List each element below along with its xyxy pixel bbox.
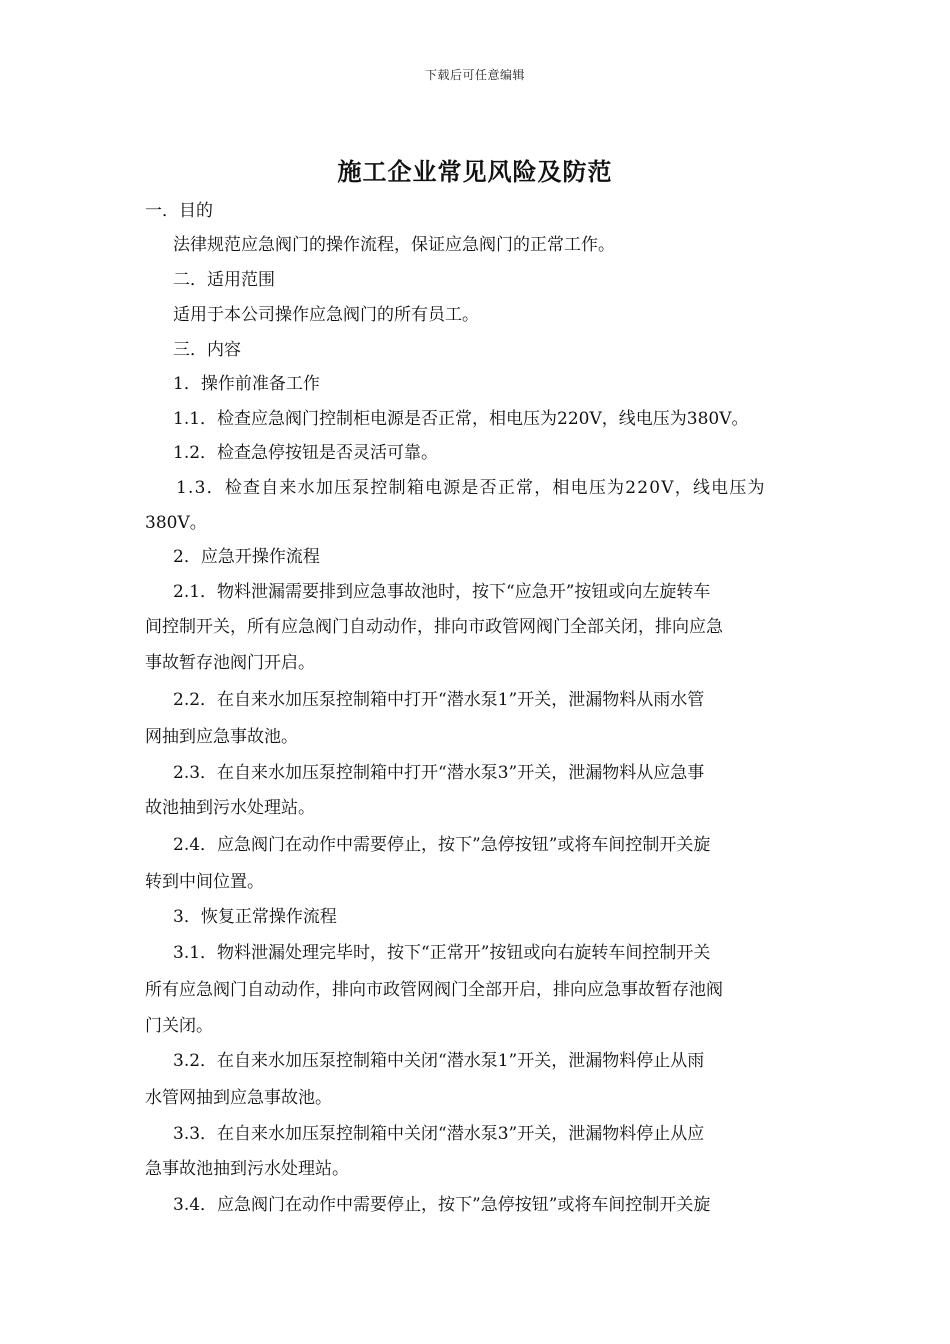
list-item-continuation: 急事故池抽到污水处理站。 bbox=[145, 1159, 349, 1179]
list-item-continuation: 故池抽到污水处理站。 bbox=[145, 798, 315, 818]
list-item-continuation: 所有应急阀门自动动作，排向市政管网阀门全部开启，排向应急事故暂存池阀 bbox=[145, 980, 723, 1000]
section-heading-scope: 二．适用范围 bbox=[173, 270, 275, 290]
list-item: 2.4．应急阀门在动作中需要停止，按下”急停按钮”或将车间控制开关旋 bbox=[173, 835, 711, 855]
subsection-heading: 2．应急开操作流程 bbox=[173, 547, 320, 567]
list-item: 3.3．在自来水加压泵控制箱中关闭“潜水泵3”开关，泄漏物料停止从应 bbox=[173, 1124, 705, 1144]
list-item: 3.4．应急阀门在动作中需要停止，按下”急停按钮”或将车间控制开关旋 bbox=[173, 1195, 711, 1215]
list-item-continuation: 间控制开关，所有应急阀门自动动作，排向市政管网阀门全部关闭，排向应急 bbox=[145, 617, 723, 637]
list-item: 3.2．在自来水加压泵控制箱中关闭“潜水泵1”开关，泄漏物料停止从雨 bbox=[173, 1051, 705, 1071]
subsection-heading: 3．恢复正常操作流程 bbox=[173, 907, 337, 927]
list-item-continuation: 转到中间位置。 bbox=[145, 872, 264, 892]
page-header-note: 下载后可任意编辑 bbox=[424, 68, 525, 82]
list-item: 1.3．检查自来水加压泵控制箱电源是否正常，相电压为220V，线电压为 bbox=[176, 478, 766, 498]
list-item: 2.2．在自来水加压泵控制箱中打开“潜水泵1”开关，泄漏物料从雨水管 bbox=[173, 690, 705, 710]
list-item-continuation: 网抽到应急事故池。 bbox=[145, 727, 298, 747]
list-item: 2.3．在自来水加压泵控制箱中打开“潜水泵3”开关，泄漏物料从应急事 bbox=[173, 763, 705, 783]
section-heading-purpose: 一．目的 bbox=[145, 201, 213, 221]
list-item-continuation: 事故暂存池阀门开启。 bbox=[145, 653, 315, 673]
list-item: 1.1．检查应急阀门控制柜电源是否正常，相电压为220V，线电压为380V。 bbox=[173, 409, 749, 429]
list-item: 1.2．检查急停按钮是否灵活可靠。 bbox=[173, 443, 439, 463]
paragraph-line: 法律规范应急阀门的操作流程，保证应急阀门的正常工作。 bbox=[173, 235, 615, 255]
list-item-continuation: 水管网抽到应急事故池。 bbox=[145, 1088, 332, 1108]
list-item: 3.1．物料泄漏处理完毕时，按下“正常开”按钮或向右旋转车间控制开关 bbox=[173, 943, 711, 963]
subsection-heading: 1．操作前准备工作 bbox=[173, 374, 320, 394]
section-heading-content: 三．内容 bbox=[173, 340, 241, 360]
list-item-continuation: 门关闭。 bbox=[145, 1016, 213, 1036]
document-title: 施工企业常见风险及防范 bbox=[337, 157, 613, 186]
list-item-continuation: 380V。 bbox=[145, 513, 207, 533]
paragraph-line: 适用于本公司操作应急阀门的所有员工。 bbox=[173, 305, 479, 325]
list-item: 2.1．物料泄漏需要排到应急事故池时，按下“应急开”按钮或向左旋转车 bbox=[173, 582, 711, 602]
